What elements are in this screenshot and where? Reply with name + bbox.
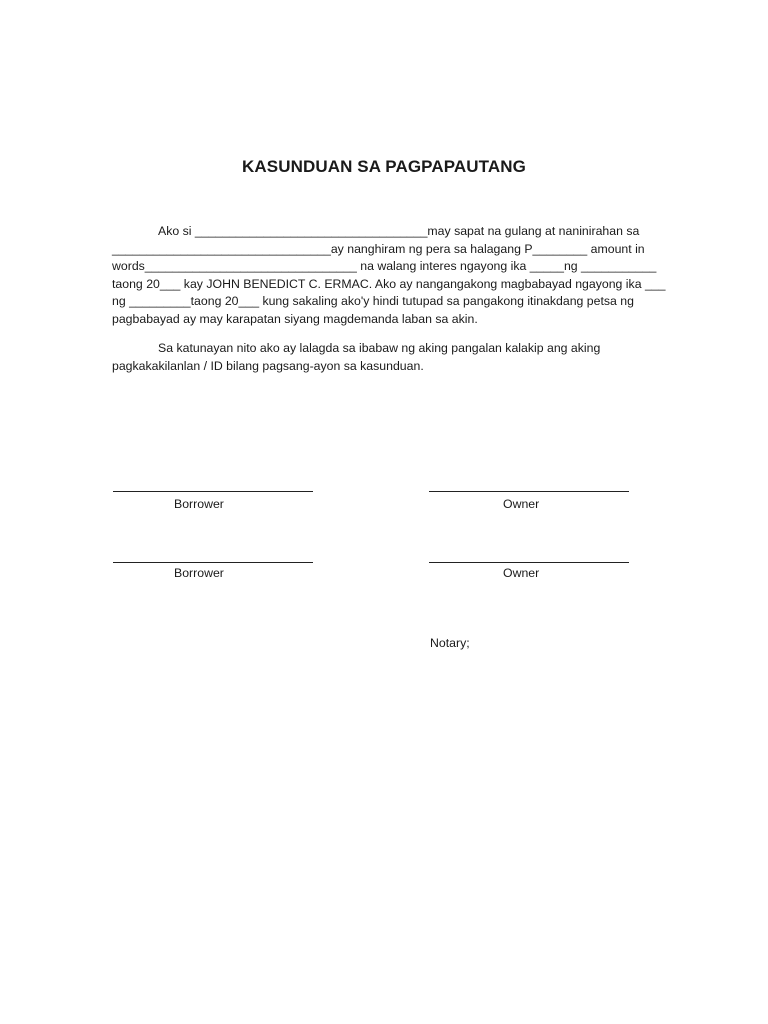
borrower-signature-line-1 bbox=[113, 491, 313, 492]
attestation-paragraph bbox=[112, 340, 672, 375]
borrower-label-1: Borrower bbox=[174, 497, 224, 511]
paragraph-line: ________________________________ay nanghiram ng pera sa halagang P________ amount in bbox=[112, 241, 645, 256]
paragraph-line: pagbabayad ay may karapatan siyang magdemanda laban sa akin. bbox=[112, 311, 478, 326]
paragraph-line: taong 20___ kay JOHN BENEDICT C. ERMAC. Ako ay nangangakong magbabayad ngayong ika ___ bbox=[112, 276, 666, 291]
owner-signature-line-1 bbox=[429, 491, 629, 492]
document-title: KASUNDUAN SA PAGPAPAUTANG bbox=[242, 157, 526, 176]
owner-signature-line-2 bbox=[429, 562, 629, 563]
borrower-signature-line-2 bbox=[113, 562, 313, 563]
borrower-label-2: Borrower bbox=[174, 566, 224, 580]
paragraph-line: Ako si __________________________________may sapat na gulang at naninirahan sa bbox=[158, 224, 640, 238]
paragraph-line: ng _________taong 20___ kung sakaling ako'y hindi tutupad sa pangakong itinakdang petsa ng bbox=[112, 294, 634, 309]
owner-label-2: Owner bbox=[503, 566, 540, 580]
owner-label-1: Owner bbox=[503, 497, 540, 511]
paragraph-line: pagkakakilanlan / ID bilang pagsang-ayon sa kasunduan. bbox=[112, 358, 424, 373]
loan-agreement-paragraph bbox=[112, 223, 672, 329]
paragraph-line: Sa katunayan nito ako ay lalagda sa ibabaw ng aking pangalan kalakip ang aking bbox=[158, 341, 601, 355]
paragraph-line: words_______________________________ na walang interes ngayong ika _____ng ___________ bbox=[112, 259, 657, 274]
notary-label: Notary; bbox=[430, 636, 470, 650]
